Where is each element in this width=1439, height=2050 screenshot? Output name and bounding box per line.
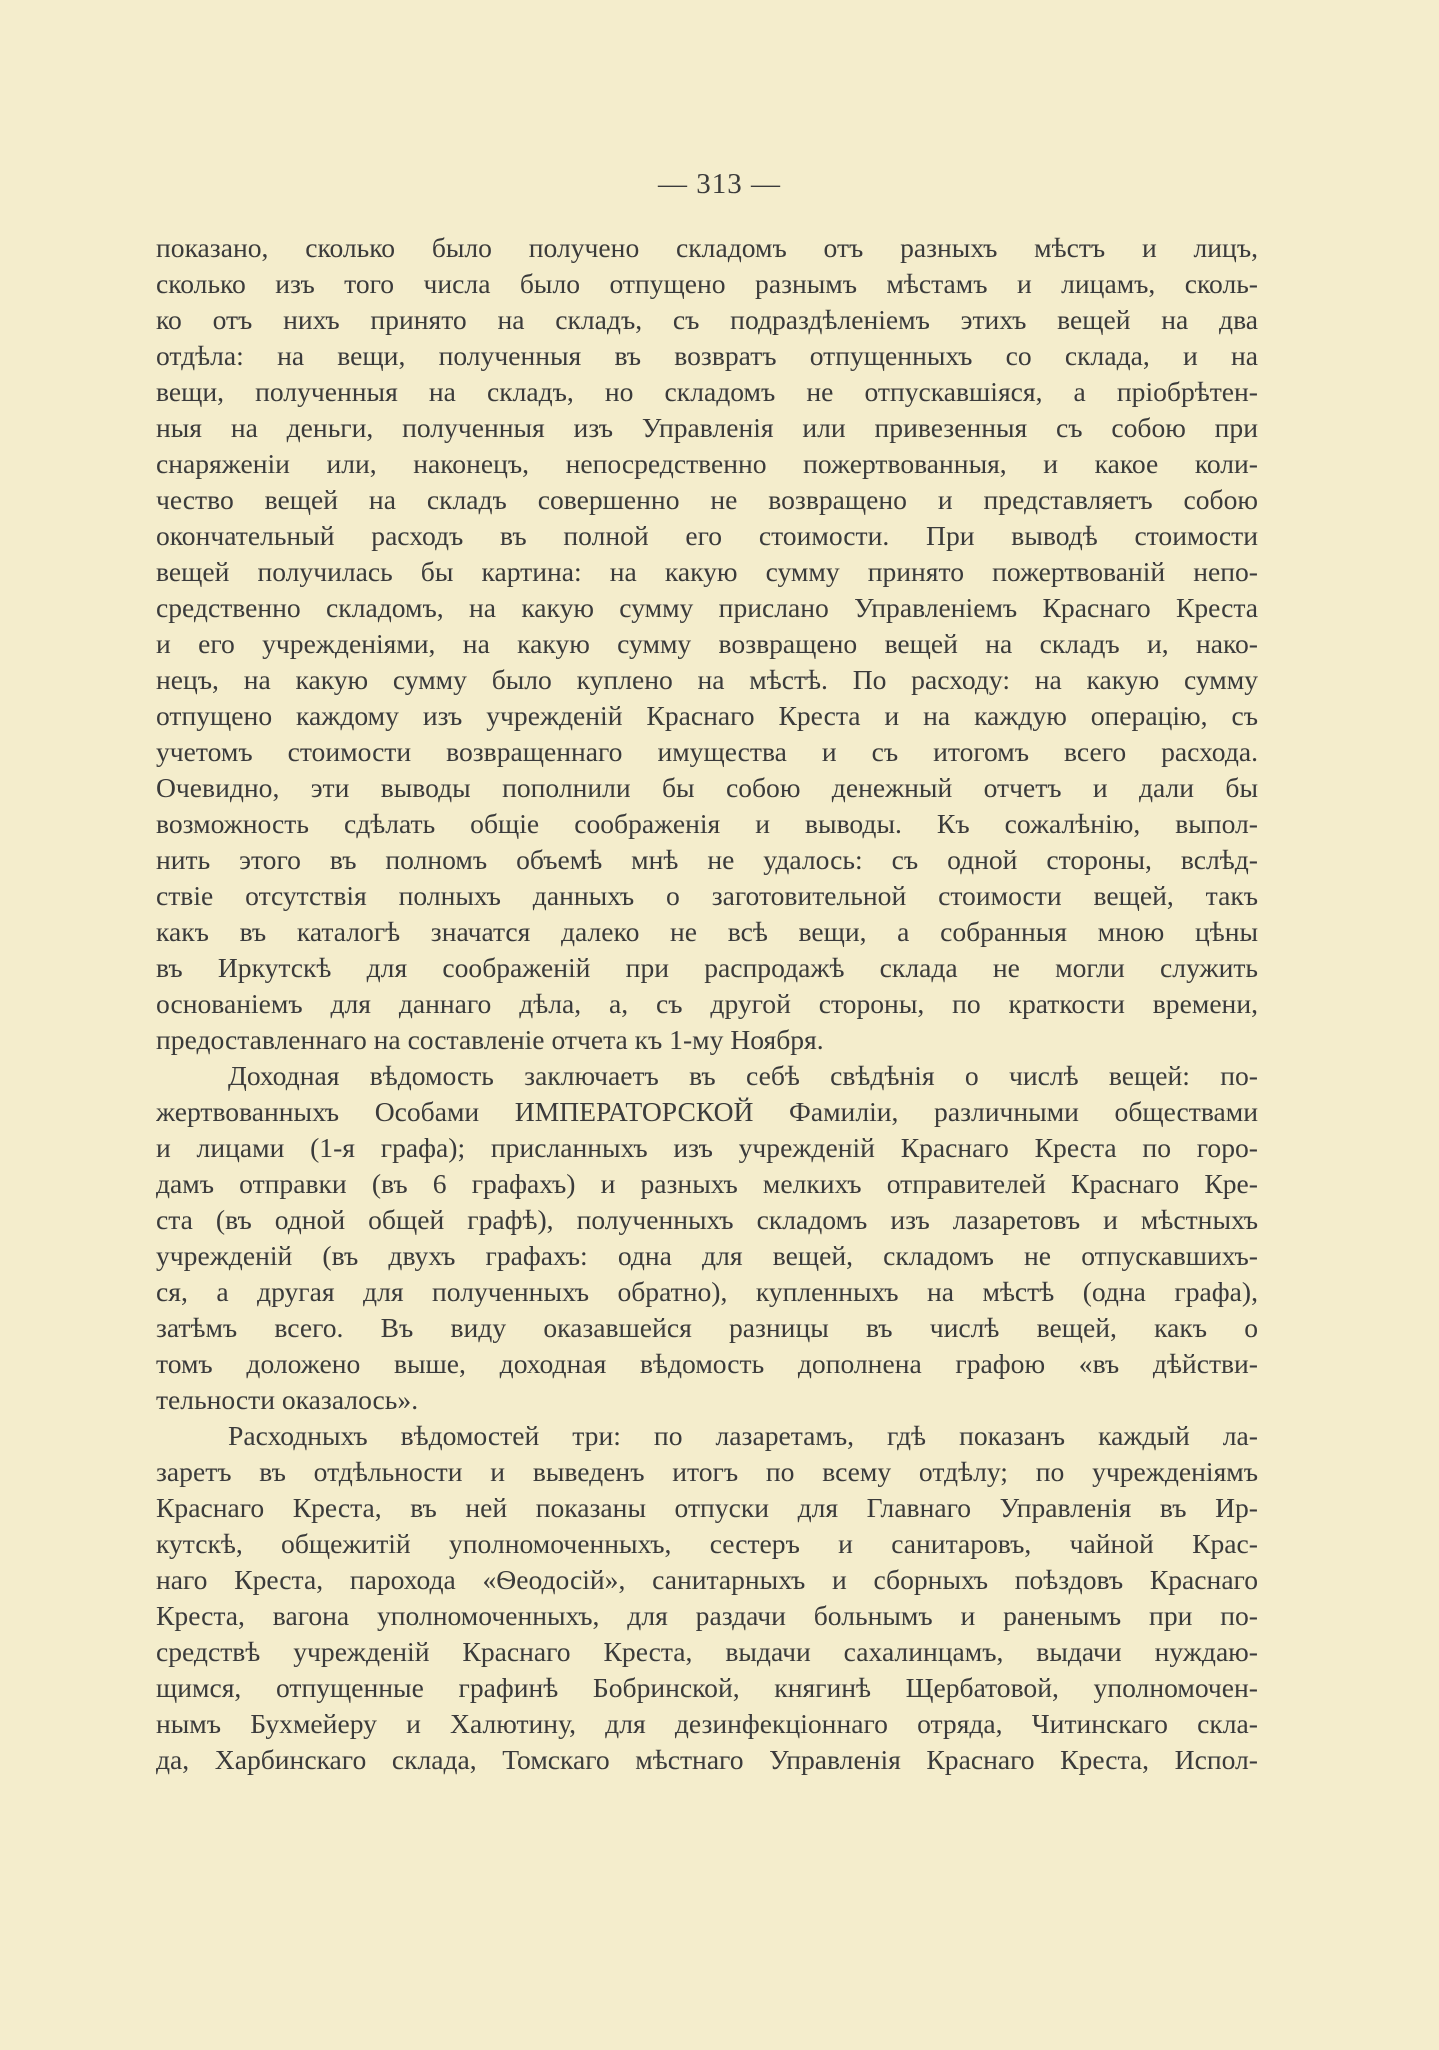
text-line: затѣмъ всего. Въ виду оказавшейся разницы въ числѣ вещей, какъ о — [156, 1312, 1258, 1343]
body-text — [156, 230, 1258, 1778]
text-line: снаряженіи или, наконецъ, непосредственно пожертвованныя, и какое коли- — [156, 448, 1258, 479]
text-line: средствѣ учрежденій Краснаго Креста, выдачи сахалинцамъ, выдачи нуждаю- — [156, 1636, 1258, 1667]
text-line: чество вещей на складъ совершенно не возвращено и представляетъ собою — [156, 484, 1258, 515]
text-line: заретъ въ отдѣльности и выведенъ итогъ по всему отдѣлу; по учрежденіямъ — [156, 1456, 1258, 1487]
text-line: дамъ отправки (въ 6 графахъ) и разныхъ мелкихъ отправителей Краснаго Кре- — [156, 1168, 1258, 1199]
text-line: наго Креста, парохода «Ѳеодосій», санитарныхъ и сборныхъ поѣздовъ Краснаго — [156, 1564, 1258, 1595]
text-line: Краснаго Креста, въ ней показаны отпуски для Главнаго Управленія въ Ир- — [156, 1492, 1258, 1523]
text-line: учетомъ стоимости возвращеннаго имущества и съ итогомъ всего расхода. — [156, 736, 1258, 767]
text-line: возможность сдѣлать общіе соображенія и выводы. Къ сожалѣнію, выпол- — [156, 808, 1258, 839]
text-line: въ Иркутскѣ для соображеній при распродажѣ склада не могли служить — [156, 952, 1258, 983]
text-line: и его учрежденіями, на какую сумму возвращено вещей на складъ и, нако- — [156, 628, 1258, 659]
text-line: средственно складомъ, на какую сумму прислано Управленіемъ Краснаго Креста — [156, 592, 1258, 623]
paragraph-2 — [156, 1058, 1258, 1418]
text-line: показано, сколько было получено складомъ отъ разныхъ мѣстъ и лицъ, — [156, 232, 1258, 263]
text-line: ста (въ одной общей графѣ), полученныхъ складомъ изъ лазаретовъ и мѣстныхъ — [156, 1204, 1258, 1235]
text-line: ныя на деньги, полученныя изъ Управленія или привезенныя съ собою при — [156, 412, 1258, 443]
text-line: жертвованныхъ Особами ИМПЕРАТОРСКОЙ Фамиліи, различными обществами — [156, 1096, 1258, 1127]
text-line: да, Харбинскаго склада, Томскаго мѣстнаго Управленія Краснаго Креста, Испол- — [156, 1744, 1258, 1775]
text-line: тельности оказалось». — [156, 1384, 419, 1415]
text-line: окончательный расходъ въ полной его стоимости. При выводѣ стоимости — [156, 520, 1258, 551]
text-line: отдѣла: на вещи, полученныя въ возвратъ отпущенныхъ со склада, и на — [156, 340, 1258, 371]
text-line: ся, а другая для полученныхъ обратно), купленныхъ на мѣстѣ (одна графа), — [156, 1276, 1258, 1307]
text-line: щимся, отпущенные графинѣ Бобринской, княгинѣ Щербатовой, уполномочен- — [156, 1672, 1258, 1703]
text-line: ствіе отсутствія полныхъ данныхъ о заготовительной стоимости вещей, такъ — [156, 880, 1258, 911]
text-line: ко отъ нихъ принято на складъ, съ подраздѣленіемъ этихъ вещей на два — [156, 304, 1258, 335]
paragraph-3 — [156, 1418, 1258, 1778]
text-line: нить этого въ полномъ объемѣ мнѣ не удалось: съ одной стороны, вслѣд- — [156, 844, 1258, 875]
text-line: какъ въ каталогѣ значатся далеко не всѣ вещи, а собранныя мною цѣны — [156, 916, 1258, 947]
text-line: и лицами (1-я графа); присланныхъ изъ учрежденій Краснаго Креста по горо- — [156, 1132, 1258, 1163]
text-line: кутскѣ, общежитій уполномоченныхъ, сестеръ и санитаровъ, чайной Крас- — [156, 1528, 1258, 1559]
text-line: учрежденій (въ двухъ графахъ: одна для вещей, складомъ не отпускавшихъ- — [156, 1240, 1258, 1271]
text-line: вещи, полученныя на складъ, но складомъ не отпускавшіяся, а пріобрѣтен- — [156, 376, 1258, 407]
text-line: Очевидно, эти выводы пополнили бы собою денежный отчетъ и дали бы — [156, 772, 1258, 803]
text-line: вещей получилась бы картина: на какую сумму принято пожертвованій непо- — [156, 556, 1258, 587]
text-line: отпущено каждому изъ учрежденій Краснаго Креста и на каждую операцію, съ — [156, 700, 1258, 731]
text-line: томъ доложено выше, доходная вѣдомость дополнена графою «въ дѣйстви- — [156, 1348, 1258, 1379]
text-line: основаніемъ для даннаго дѣла, а, съ другой стороны, по краткости времени, — [156, 988, 1258, 1019]
text-line: Доходная вѣдомость заключаетъ въ себѣ свѣдѣнія о числѣ вещей: по- — [228, 1060, 1258, 1091]
text-line: предоставленнаго на составленіе отчета къ 1-му Ноября. — [156, 1024, 824, 1055]
text-line: Креста, вагона уполномоченныхъ, для раздачи больнымъ и раненымъ при по- — [156, 1600, 1258, 1631]
text-line: сколько изъ того числа было отпущено разнымъ мѣстамъ и лицамъ, сколь- — [156, 268, 1258, 299]
text-line: нымъ Бухмейеру и Халютину, для дезинфекціоннаго отряда, Читинскаго скла- — [156, 1708, 1258, 1739]
page-number: — 313 — — [658, 168, 781, 200]
text-line: нецъ, на какую сумму было куплено на мѣстѣ. По расходу: на какую сумму — [156, 664, 1258, 695]
text-line: Расходныхъ вѣдомостей три: по лазаретамъ, гдѣ показанъ каждый ла- — [228, 1420, 1258, 1451]
paragraph-1 — [156, 230, 1258, 1058]
